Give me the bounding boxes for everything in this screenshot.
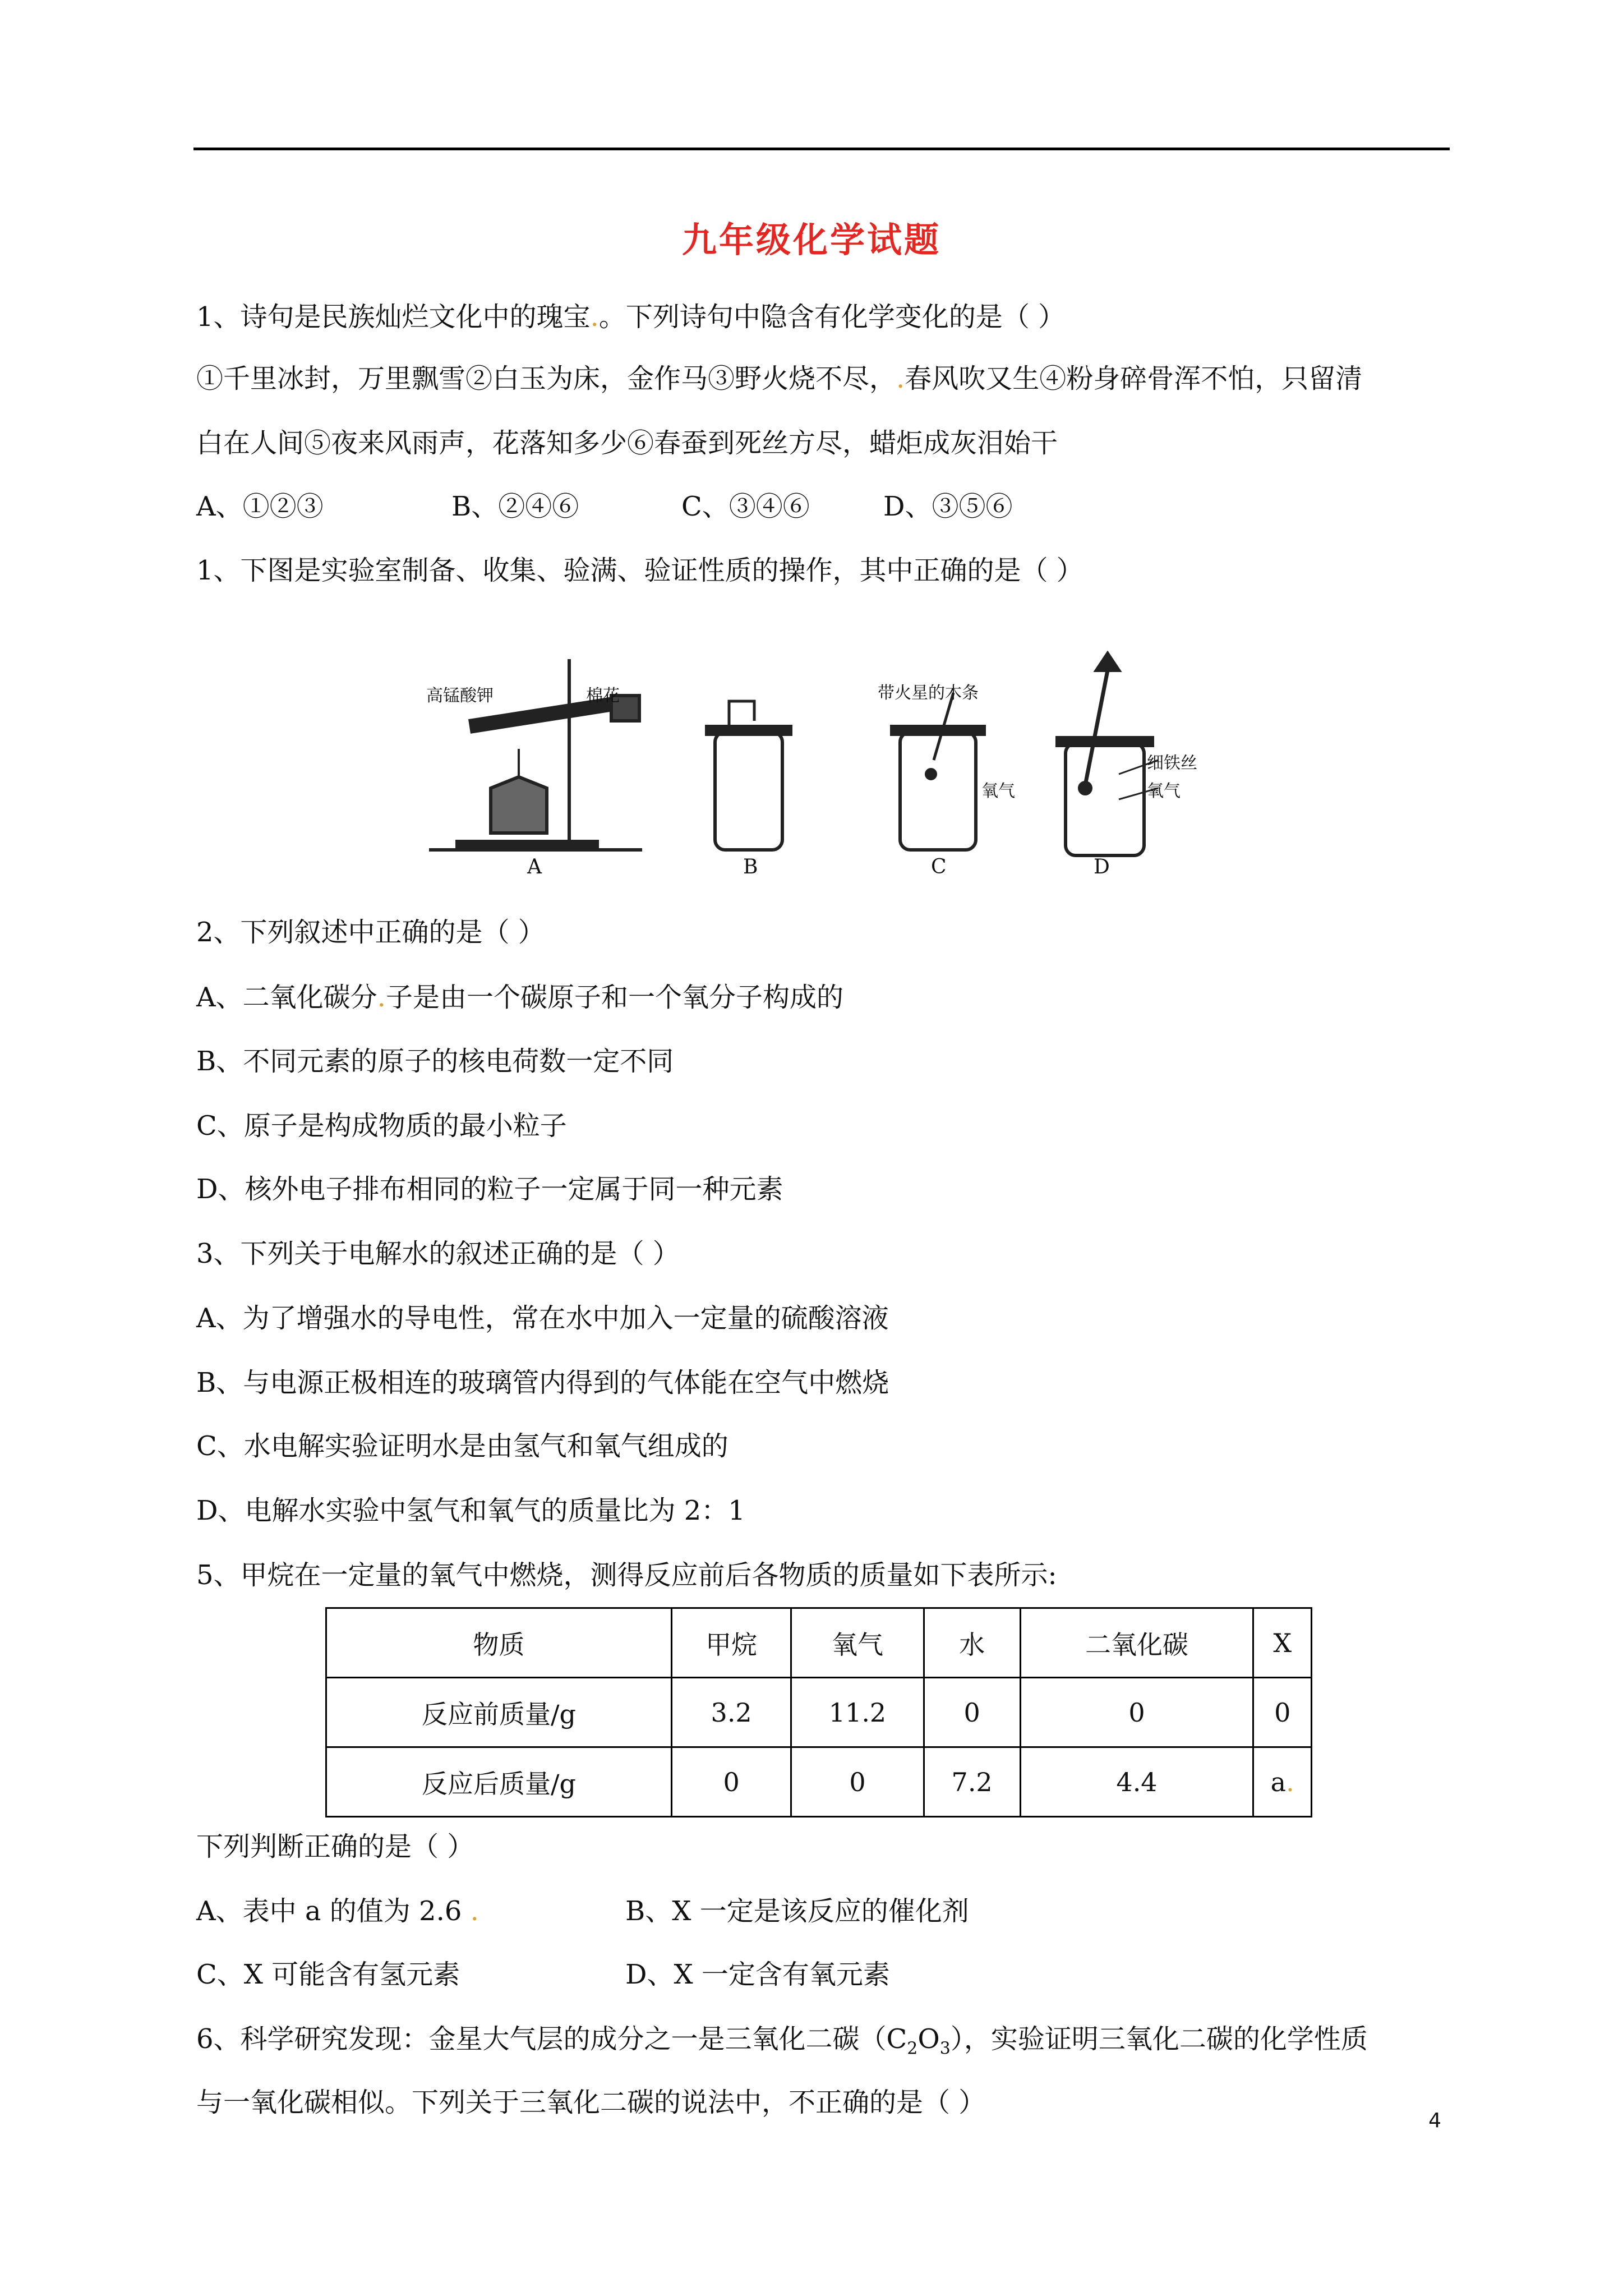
q1b-stem: 1、下图是实验室制备、收集、验满、验证性质的操作，其中正确的是（ ）	[196, 555, 1083, 586]
table-cell: 0	[924, 1678, 1020, 1747]
caption-oxygen-d: 氧气	[1147, 781, 1181, 801]
q5-option-b: B、X 一定是该反应的催化剂	[625, 1895, 969, 1927]
table-cell: 0	[791, 1747, 924, 1817]
q3-option-b: B、与电源正极相连的玻璃管内得到的气体能在空气中燃烧	[196, 1367, 889, 1398]
q1a-stem: 1、诗句是民族灿烂文化中的瑰宝.。下列诗句中隐含有化学变化的是（ ）	[196, 301, 1066, 333]
q2-option-b: B、不同元素的原子的核电荷数一定不同	[196, 1046, 674, 1077]
q5-option-d: D、X 一定含有氧元素	[625, 1959, 890, 1990]
iron-wire	[1085, 670, 1108, 785]
q6-line1: 6、科学研究发现：金星大气层的成分之一是三氧化二碳$(C_2O_3)$，实验证明三氧化二碳的化学性质	[196, 2023, 1368, 2059]
table-cell: 4.4	[1020, 1747, 1253, 1817]
q3-stem: 3、下列关于电解水的叙述正确的是（ ）	[196, 1238, 680, 1269]
table-cell: 11.2	[791, 1678, 924, 1747]
gas-jar-b	[715, 732, 782, 850]
figure-label-d: D	[1094, 855, 1110, 878]
q2-option-a: A、二氧化碳分.子是由一个碳原子和一个氧分子构成的	[196, 982, 843, 1013]
table-header-cell: 二氧化碳	[1020, 1608, 1253, 1678]
table-cell: 7.2	[924, 1747, 1020, 1817]
page-title: 九年级化学试题	[681, 219, 941, 260]
table-header-cell: 甲烷	[671, 1608, 791, 1678]
table-cell: 3.2	[671, 1678, 791, 1747]
q3-option-d: D、电解水实验中氢气和氧气的质量比为 2：1	[196, 1495, 745, 1526]
table-header-row	[326, 1608, 1312, 1678]
table-cell: 0	[1253, 1678, 1312, 1747]
table-cell: 反应前质量/g	[326, 1678, 672, 1747]
q1a-option-b: B、②④⑥	[451, 491, 579, 522]
q1a-option-a: A、①②③	[196, 491, 324, 522]
caption-potassium-permanganate: 高锰酸钾	[426, 686, 494, 706]
q2-stem: 2、下列叙述中正确的是（ ）	[196, 917, 545, 948]
q5-option-a: A、表中 a 的值为 2.6 .	[196, 1895, 479, 1927]
stand-base	[457, 841, 597, 850]
gas-jar-d	[1066, 743, 1144, 855]
q1a-option-c: C、③④⑥	[681, 491, 810, 522]
q2-option-c: C、原子是构成物质的最小粒子	[196, 1110, 567, 1142]
table-cell-a: a.	[1253, 1747, 1312, 1817]
alcohol-lamp	[491, 777, 547, 833]
delivery-tube-b	[729, 701, 754, 726]
figure-label-c: C	[931, 855, 947, 878]
figure-label-a: A	[527, 855, 542, 878]
q2-option-d: D、核外电子排布相同的粒子一定属于同一种元素	[196, 1174, 783, 1205]
table-row	[326, 1678, 1312, 1747]
q1a-line2: 白在人间⑤夜来风雨声，花落知多少⑥春蚕到死丝方尽，蜡炬成灰泪始干	[196, 427, 1058, 459]
figure-label-b: B	[743, 855, 758, 878]
q6-line2: 与一氧化碳相似。下列关于三氧化二碳的说法中，不正确的是（ ）	[196, 2087, 986, 2118]
q5-judge: 下列判断正确的是（ ）	[196, 1831, 474, 1862]
q5-option-c: C、X 可能含有氢元素	[196, 1959, 460, 1990]
caption-cotton: 棉花	[586, 686, 620, 706]
table-cell: 反应后质量/g	[326, 1747, 672, 1817]
apparatus-drawing	[418, 648, 1203, 884]
caption-oxygen-c: 氧气	[981, 781, 1015, 801]
table-cell: 0	[1020, 1678, 1253, 1747]
lab-apparatus-figure	[418, 648, 1203, 884]
tongs	[1096, 654, 1119, 670]
table-row	[326, 1747, 1312, 1817]
table-header-cell: 水	[924, 1608, 1020, 1678]
q5-stem: 5、甲烷在一定量的氧气中燃烧，测得反应前后各物质的质量如下表所示:	[196, 1559, 1057, 1591]
caption-glowing-splint: 带火星的木条	[878, 683, 979, 703]
q3-option-c: C、水电解实验证明水是由氢气和氧气组成的	[196, 1430, 728, 1462]
table-header-cell: 氧气	[791, 1608, 924, 1678]
table-header-cell: X	[1253, 1608, 1312, 1678]
caption-iron-wire: 细铁丝	[1147, 753, 1197, 773]
page-number: 4	[1428, 2109, 1441, 2132]
table-cell: 0	[671, 1747, 791, 1817]
q1a-line1: ①千里冰封，万里飘雪②白玉为床，金作马③野火烧不尽，.春风吹又生④粉身碎骨浑不怕，只留清	[196, 363, 1363, 394]
q3-option-a: A、为了增强水的导电性，常在水中加入一定量的硫酸溶液	[196, 1303, 889, 1334]
table-header-cell: 物质	[326, 1608, 672, 1678]
q1a-option-d: D、③⑤⑥	[883, 491, 1013, 522]
mass-table	[325, 1607, 1312, 1818]
header-rule	[193, 148, 1450, 150]
